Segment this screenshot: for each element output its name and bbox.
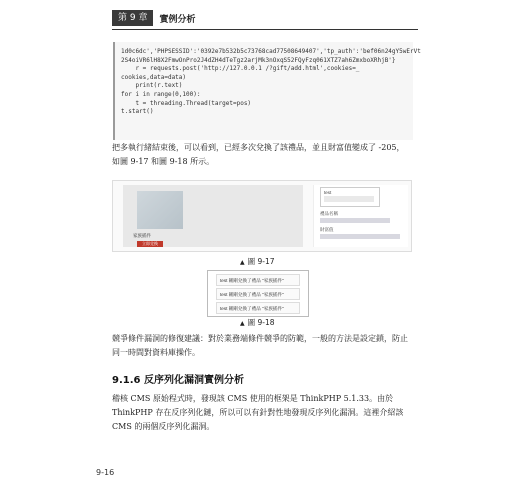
code-line: 2S4oiVR6lH8X2FmwOnPro2J4dZH4dTeTgz2arjMk3nOxqS52FQyFzq061XTZ7ah6ZmxboXRhjB'} (121, 56, 396, 64)
blurred-bar (320, 234, 400, 239)
notification-popup (320, 187, 380, 207)
body-paragraph-2: 競爭條件漏洞的修復建議：對於業務端條件競爭的防範，一般的方法是設定鎖，防止同一時間對資料庫操作。 (112, 334, 408, 357)
product-image (137, 191, 183, 229)
popup-text: test (324, 190, 332, 195)
code-line: print(r.text) (121, 82, 183, 90)
list-item: test 剛剛兌換了禮品 "家族插件" (216, 274, 300, 286)
list-item: test 剛剛兌換了禮品 "家族插件" (216, 302, 300, 314)
header-rule (112, 29, 418, 30)
figure-caption-9-18 (240, 317, 275, 328)
code-line: t.start() (121, 108, 154, 116)
product-name: 家族插件 (133, 233, 151, 238)
code-line: t = threading.Thread(target=pos) (121, 99, 252, 107)
figure-caption-text: 圖 9-18 (247, 318, 275, 327)
wealth-label: 財富值 (320, 227, 334, 232)
figure-9-18 (207, 270, 309, 317)
figure-caption-9-17 (240, 256, 275, 267)
figure-9-17 (112, 180, 412, 252)
chapter-tab: 第 9 章 (112, 10, 153, 26)
code-line: 1d0c6dc','PHPSESSID':'0392e7b532b5c73768cad77508649407','tp_auth':'bef06n24gY5wErVt (121, 48, 421, 55)
figure-caption-text: 圖 9-17 (247, 257, 275, 266)
code-line: r = requests.post('http://127.0.0.1 /?gift/add.html',cookies=_ (121, 65, 360, 73)
body-paragraph-1: 把多執行緒結束後，可以看到，已經多次兌換了該禮品，並且財富值變成了 -205，如圖 9-17 和圖 9-18 所示。 (112, 143, 405, 166)
redeem-button[interactable]: 立即兌換 (137, 241, 163, 247)
page-number: 9-16 (96, 468, 115, 477)
product-panel (123, 185, 303, 247)
code-line: cookies,data=data) (121, 73, 187, 81)
gift-name-label: 禮品名稱 (320, 211, 338, 216)
chapter-title: 實例分析 (159, 14, 196, 25)
body-paragraph-3: 稽核 CMS 原始程式時，發現該 CMS 使用的框架是 ThinkPHP 5.1.33。由於 ThinkPHP 存在反序列化鏈，所以可以有針對性地發現反序列化漏洞。這裡介紹該 CMS 的兩個反序列化漏洞。 (112, 394, 404, 431)
popup-blurred-text (324, 196, 374, 202)
chapter-header (112, 10, 195, 26)
section-heading: 9.1.6 反序列化漏洞實例分析 (112, 375, 244, 386)
code-block (113, 42, 421, 140)
triangle-icon: ▲ (240, 320, 245, 327)
list-item: test 剛剛兌換了禮品 "家族插件" (216, 288, 300, 300)
code-line: for i in range(0,100): (121, 90, 201, 98)
info-panel (313, 185, 408, 247)
triangle-icon: ▲ (240, 259, 245, 266)
blurred-bar (320, 218, 390, 223)
